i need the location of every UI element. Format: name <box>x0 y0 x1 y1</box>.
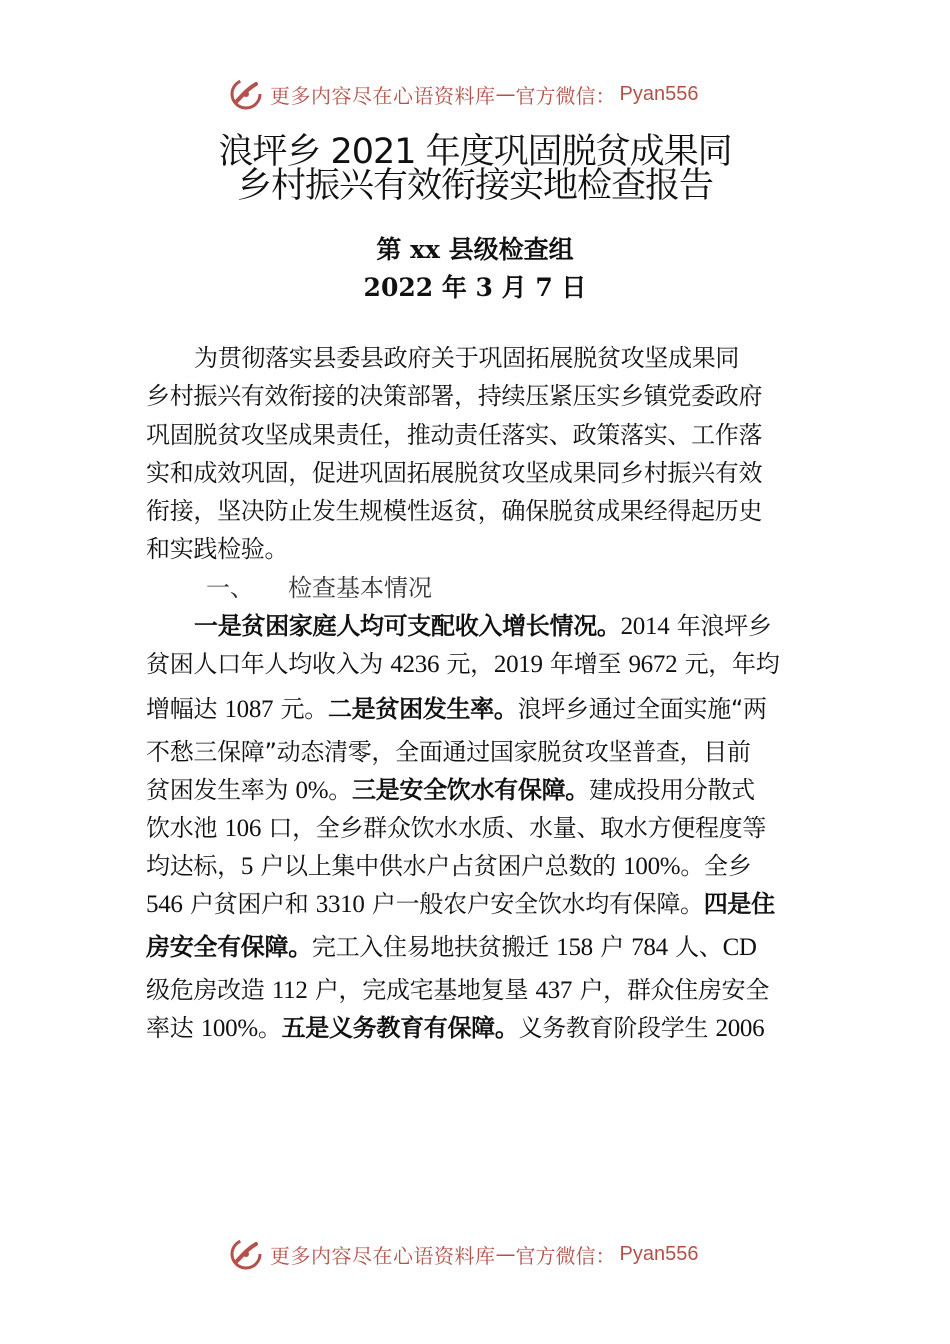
body-line: 率达 100%。五是义务教育有保障。义务教育阶段学生 2006 <box>146 1014 765 1042</box>
body-line: 房安全有保障。完工入住易地扶贫搬迁 158 户 784 人、CD <box>146 933 757 961</box>
banner-separator: — <box>495 1242 516 1266</box>
intro-line: 巩固脱贫攻坚成果责任，推动责任落实、政策落实、工作落 <box>146 421 763 449</box>
inspection-group: 第 xx 县级检查组 <box>376 235 574 264</box>
report-date: 2022 年 3 月 7 日 <box>363 273 587 302</box>
body-line: 饮水池 106 口，全乡群众饮水水质、水量、取水方便程度等 <box>146 814 767 842</box>
body-line: 均达标，5 户以上集中供水户占贫困户总数的 100%。全乡 <box>146 852 752 880</box>
point-heading: 五是义务教育有保障。 <box>281 1014 519 1042</box>
banner-separator: — <box>495 82 516 106</box>
document-title-line-1: 浪坪乡 2021 年度巩固脱贫成果同 <box>218 132 732 172</box>
header-banner <box>228 74 698 114</box>
document-title-line-2: 乡村振兴有效衔接实地检查报告 <box>236 166 713 206</box>
point-heading: 四是住 <box>703 890 775 918</box>
intro-line: 衔接，坚决防止发生规模性返贫，确保脱贫成果经得起历史 <box>146 497 763 525</box>
point-heading: 三是安全饮水有保障。 <box>351 776 589 804</box>
banner-wechat-id: Pyan556 <box>619 1242 699 1265</box>
footer-banner <box>228 1234 698 1274</box>
body-line: 贫困人口年人均收入为 4236 元，2019 年增至 9672 元，年均 <box>146 650 780 678</box>
banner-wechat-id: Pyan556 <box>619 82 699 105</box>
banner-text: 更多内容尽在心语资料库 <box>270 1243 496 1268</box>
body-line: 一是贫困家庭人均可支配收入增长情况。2014 年浪坪乡 <box>194 612 772 640</box>
point-heading: 房安全有保障。 <box>146 933 312 961</box>
intro-line: 乡村振兴有效衔接的决策部署，持续压紧压实乡镇党委政府 <box>146 382 763 410</box>
body-line: 贫困发生率为 0%。三是安全饮水有保障。建成投用分散式 <box>146 776 755 804</box>
section-heading <box>206 573 432 603</box>
section-number: 一、 <box>206 574 254 602</box>
body-line: 546 户贫困户和 3310 户一般农户安全饮水均有保障。四是住 <box>146 890 775 918</box>
body-line: 增幅达 1087 元。二是贫困发生率。浪坪乡通过全面实施“两 <box>146 695 767 723</box>
brush-logo-icon <box>228 76 264 112</box>
section-title: 检查基本情况 <box>288 574 432 602</box>
point-heading: 一是贫困家庭人均可支配收入增长情况。 <box>194 612 621 640</box>
body-line: 不愁三保障”动态清零，全面通过国家脱贫攻坚普查，目前 <box>146 738 751 766</box>
intro-line: 和实践检验。 <box>146 535 289 563</box>
banner-wechat-label: 官方微信： <box>515 83 616 108</box>
point-heading: 二是贫困发生率。 <box>327 695 518 723</box>
banner-text: 更多内容尽在心语资料库 <box>270 83 496 108</box>
intro-line: 实和成效巩固，促进巩固拓展脱贫攻坚成果同乡村振兴有效 <box>146 459 763 487</box>
brush-logo-icon <box>228 1236 264 1272</box>
intro-line: 为贯彻落实县委县政府关于巩固拓展脱贫攻坚成果同 <box>194 344 740 372</box>
banner-wechat-label: 官方微信： <box>515 1243 616 1268</box>
body-line: 级危房改造 112 户，完成宅基地复垦 437 户，群众住房安全 <box>146 976 770 1004</box>
